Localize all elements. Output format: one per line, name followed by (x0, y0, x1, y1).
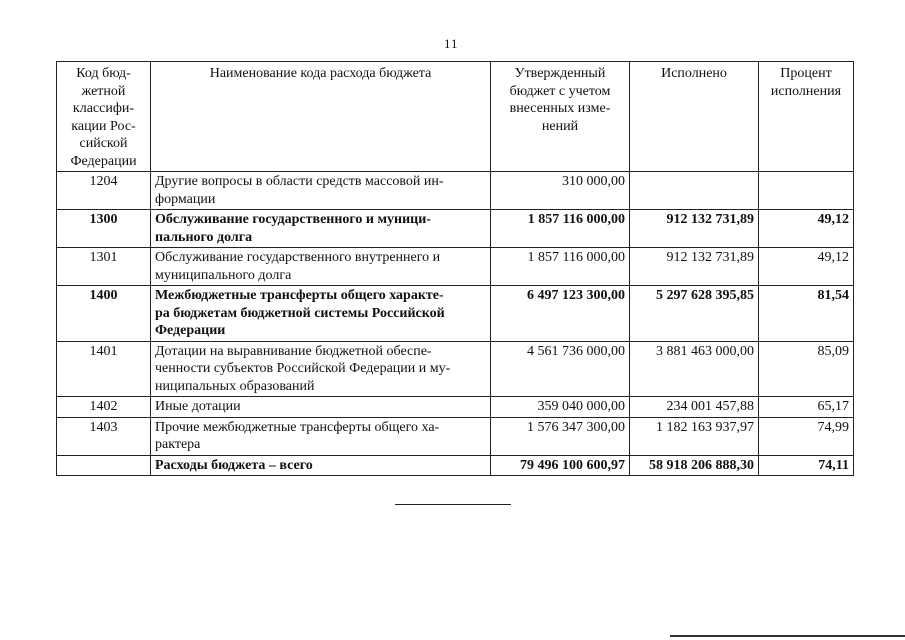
row-executed: 234 001 457,88 (630, 397, 759, 418)
table-header-row (57, 62, 854, 172)
table-row (57, 286, 854, 342)
table-row (57, 210, 854, 248)
row-executed: 58 918 206 888,30 (630, 455, 759, 476)
scan-edge-line (670, 635, 905, 637)
row-executed: 5 297 628 395,85 (630, 286, 759, 342)
row-code: 1300 (57, 210, 151, 248)
header-percent: Процент исполнения (759, 62, 854, 172)
row-approved: 1 857 116 000,00 (491, 210, 630, 248)
row-percent (759, 172, 854, 210)
table-row (57, 341, 854, 397)
row-name: Другие вопросы в области средств массовой ин- формации (151, 172, 491, 210)
row-approved: 1 576 347 300,00 (491, 417, 630, 455)
row-code: 1301 (57, 248, 151, 286)
row-name: Дотации на выравнивание бюджетной обеспе- ченности субъектов Российской Федерации и му- ниципальных образований (151, 341, 491, 397)
row-approved: 310 000,00 (491, 172, 630, 210)
table-row (57, 248, 854, 286)
row-percent: 49,12 (759, 210, 854, 248)
row-code: 1400 (57, 286, 151, 342)
row-code: 1403 (57, 417, 151, 455)
row-approved: 6 497 123 300,00 (491, 286, 630, 342)
row-name: Иные дотации (151, 397, 491, 418)
row-executed: 912 132 731,89 (630, 248, 759, 286)
row-approved: 4 561 736 000,00 (491, 341, 630, 397)
row-approved: 359 040 000,00 (491, 397, 630, 418)
row-code: 1401 (57, 341, 151, 397)
row-code (57, 455, 151, 476)
table-row (57, 417, 854, 455)
row-name: Обслуживание государственного внутреннего и муниципального долга (151, 248, 491, 286)
row-executed: 912 132 731,89 (630, 210, 759, 248)
budget-execution-table (56, 61, 854, 476)
header-approved-budget: Утвержденный бюджет с учетом внесенных изме- нений (491, 62, 630, 172)
row-percent: 74,11 (759, 455, 854, 476)
row-name: Расходы бюджета – всего (151, 455, 491, 476)
footer-divider (395, 504, 511, 505)
row-executed: 3 881 463 000,00 (630, 341, 759, 397)
header-budget-code: Код бюд- жетной классифи- кации Рос- сийской Федерации (57, 62, 151, 172)
row-percent: 85,09 (759, 341, 854, 397)
row-name: Межбюджетные трансферты общего характе- ра бюджетам бюджетной системы Российской Федерации (151, 286, 491, 342)
table-row (57, 172, 854, 210)
row-approved: 79 496 100 600,97 (491, 455, 630, 476)
page-number: 11 (444, 36, 459, 51)
table-total-row (57, 455, 854, 476)
row-percent: 65,17 (759, 397, 854, 418)
row-approved: 1 857 116 000,00 (491, 248, 630, 286)
row-name: Обслуживание государственного и муници- пального долга (151, 210, 491, 248)
header-expense-name: Наименование кода расхода бюджета (151, 62, 491, 172)
row-percent: 49,12 (759, 248, 854, 286)
row-executed: 1 182 163 937,97 (630, 417, 759, 455)
row-percent: 74,99 (759, 417, 854, 455)
row-code: 1204 (57, 172, 151, 210)
row-percent: 81,54 (759, 286, 854, 342)
row-name: Прочие межбюджетные трансферты общего ха- рактера (151, 417, 491, 455)
row-executed (630, 172, 759, 210)
table-row (57, 397, 854, 418)
row-code: 1402 (57, 397, 151, 418)
header-executed: Исполнено (630, 62, 759, 172)
